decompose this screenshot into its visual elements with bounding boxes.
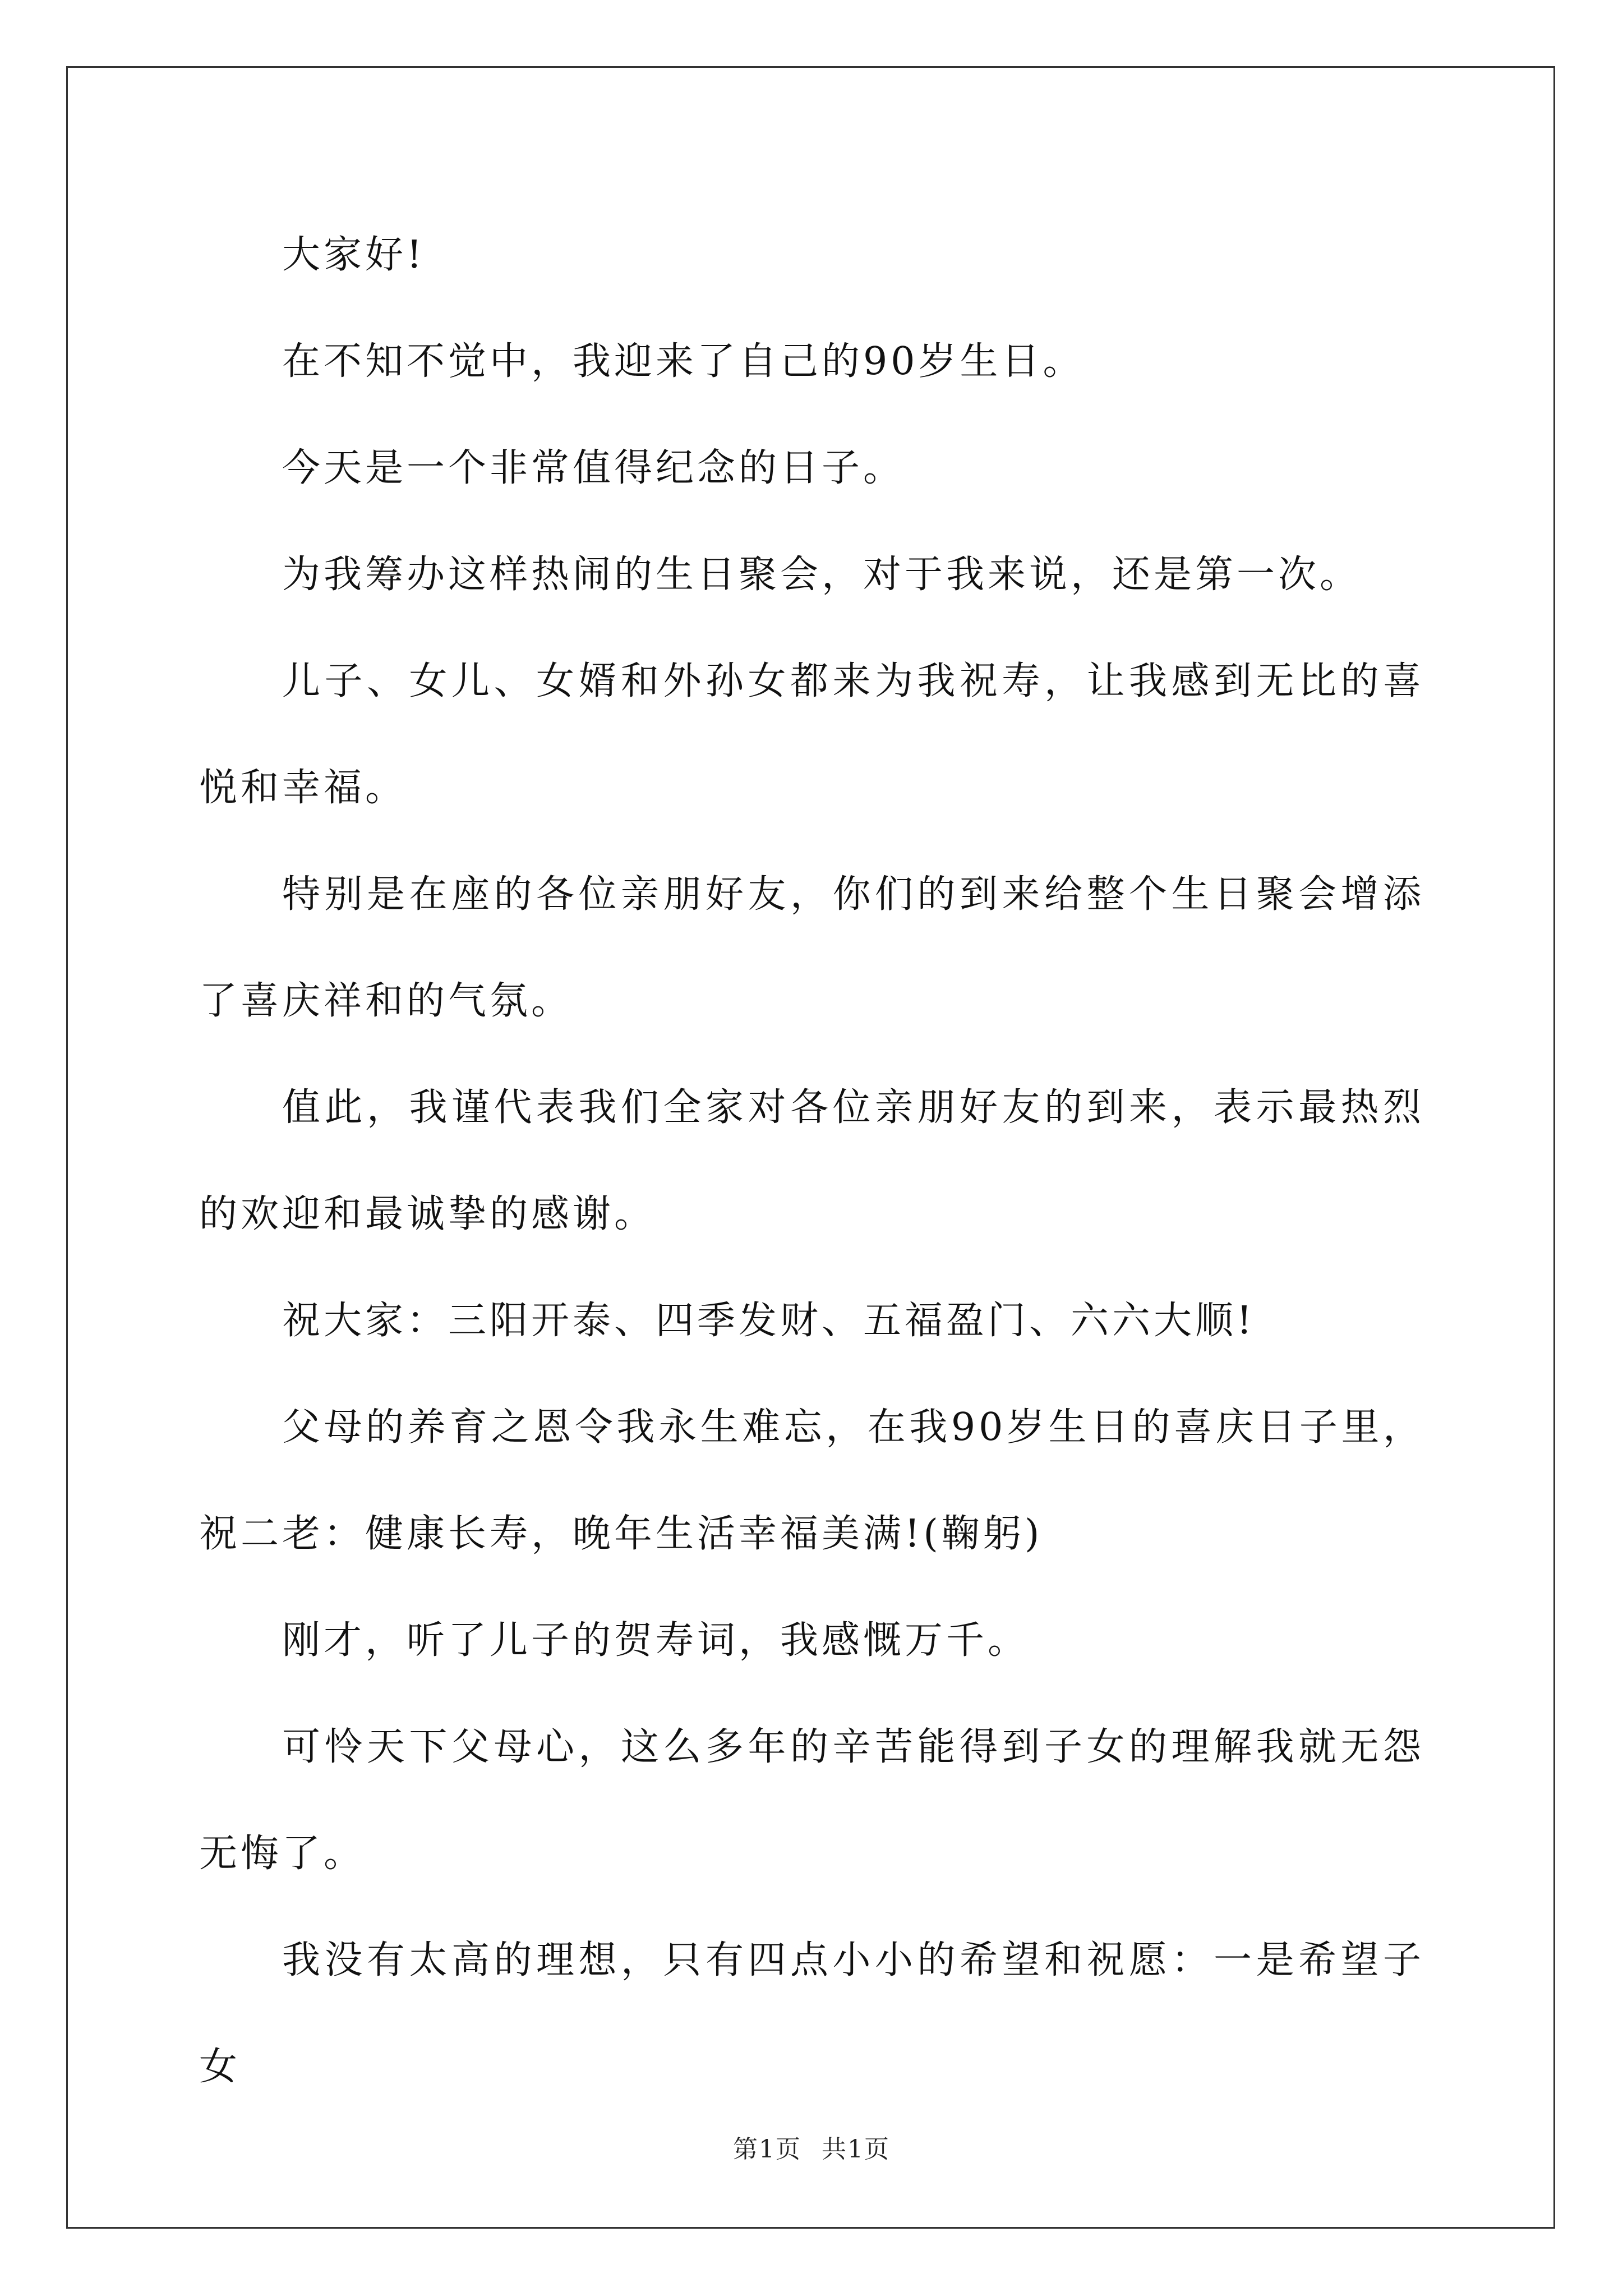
- paragraph: 值此，我谨代表我们全家对各位亲朋好友的到来，表示最热烈的欢迎和最诚挚的感谢。: [199, 1085, 1424, 1236]
- page-number: 第1页: [733, 2135, 801, 2164]
- paragraph: 刚才，听了儿子的贺寿词，我感慨万千。: [282, 1618, 1030, 1663]
- paragraph-greeting: 大家好!: [282, 233, 426, 277]
- page-total: 共1页: [822, 2135, 890, 2164]
- paragraph: 为我筹办这样热闹的生日聚会，对于我来说，还是第一次。: [282, 553, 1362, 597]
- page-footer: [0, 2129, 1623, 2165]
- paragraph: 今天是一个非常值得纪念的日子。: [282, 446, 905, 490]
- paragraph: 祝大家：三阳开泰、四季发财、五福盈门、六六大顺!: [282, 1299, 1256, 1343]
- paragraph: 父母的养育之恩令我永生难忘，在我90岁生日的喜庆日子里，祝二老：健康长寿，晚年生活幸福美满!(鞠躬): [199, 1405, 1424, 1556]
- document-body: [199, 202, 1424, 2120]
- paragraph: 特别是在座的各位亲朋好友，你们的到来给整个生日聚会增添了喜庆祥和的气氛。: [199, 872, 1424, 1023]
- paragraph: 在不知不觉中，我迎来了自己的90岁生日。: [282, 339, 1085, 384]
- paragraph: 我没有太高的理想，只有四点小小的希望和祝愿：一是希望子女: [199, 1938, 1424, 2089]
- paragraph: 儿子、女儿、女婿和外孙女都来为我祝寿，让我感到无比的喜悦和幸福。: [199, 659, 1424, 810]
- paragraph: 可怜天下父母心，这么多年的辛苦能得到子女的理解我就无怨无悔了。: [199, 1725, 1424, 1876]
